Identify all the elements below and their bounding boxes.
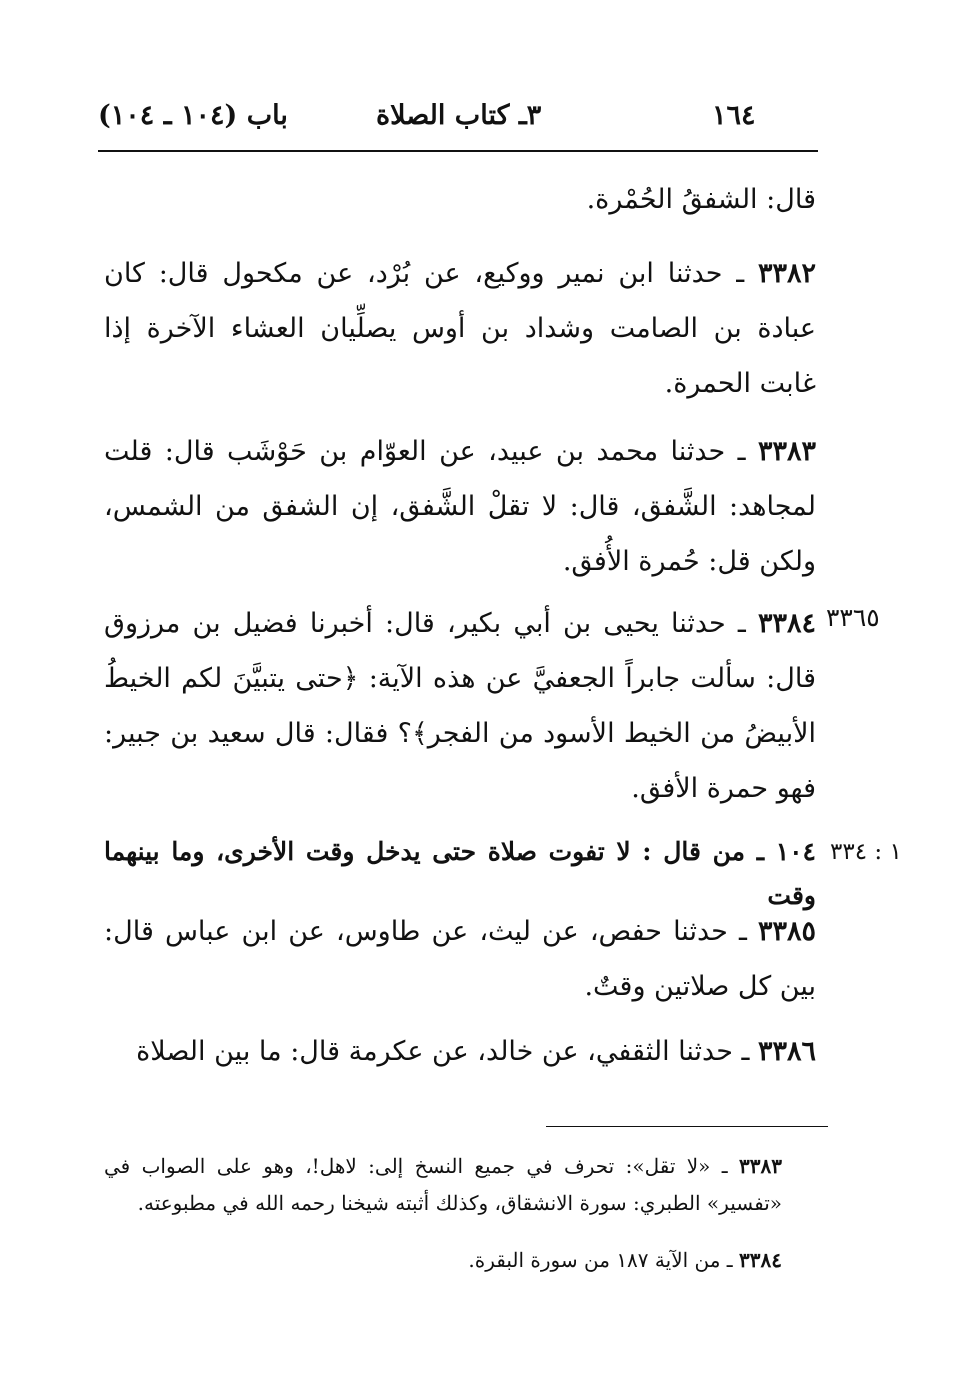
footnote-rule <box>546 1126 828 1127</box>
hadith-number: ٣٣٨٦ <box>757 1036 816 1067</box>
intro-paragraph: قال: الشفقُ الحُمْرة. <box>586 184 816 215</box>
hadith-text: ـ حدثنا يحيى بن أبي بكير، قال: أخبرنا فضيل بن مرزوق قال: سألت جابراً الجعفيَّ عن هذه الآية: ﴿حتى يتبيَّنَ لكم الخيطُ الأبيضُ من الخيط الأسود من الفجر﴾؟ فقال: قال سعيد بن جبير: فهو حمرة الأفق. <box>104 608 816 804</box>
hadith-text: ـ حدثنا الثقفي، عن خالد، عن عكرمة قال: ما بين الصلاة <box>136 1036 758 1067</box>
hadith-number: ٣٣٨٤ <box>757 608 816 639</box>
hadith-3382 <box>104 246 816 411</box>
hadith-3384 <box>104 596 816 816</box>
hadith-number: ٣٣٨٥ <box>757 916 816 947</box>
footnote-number: ٣٣٨٣ <box>739 1154 782 1178</box>
chapter-title: ـ من قال : لا تفوت صلاة حتى يدخل وقت الأخرى، وما بينهما وقت <box>104 837 816 910</box>
footnote-text: ـ من الآية ١٨٧ من سورة البقرة. <box>468 1248 740 1272</box>
page-number: ١٦٤ <box>712 100 756 131</box>
book-title: ٣ـ كتاب الصلاة <box>376 100 542 131</box>
chapter-range: باب (١٠٤ ـ ١٠٤) <box>98 100 288 131</box>
footnote-text: ـ «لا تقل»: تحرف في جميع النسخ إلى: لاهل!، وهو على الصواب في «تفسير» الطبري: سورة الانشقاق، وكذلك أثبته شيخنا رحمه الله في مطبوعته. <box>104 1154 782 1215</box>
footnote-3384 <box>104 1242 782 1279</box>
hadith-text: ـ حدثنا حفص، عن ليث، عن طاوس، عن ابن عباس قال: بين كل صلاتين وقتٌ. <box>104 916 816 1002</box>
hadith-number: ٣٣٨٣ <box>757 436 816 467</box>
footnote-3383 <box>104 1148 782 1222</box>
hadith-3385 <box>104 904 816 1014</box>
margin-reference: ٣٣٦٥ <box>826 603 880 632</box>
hadith-number: ٣٣٨٢ <box>757 258 816 289</box>
hadith-3383 <box>104 424 816 589</box>
hadith-3386 <box>104 1024 816 1079</box>
chapter-number: ١٠٤ <box>775 837 816 866</box>
hadith-text: ـ حدثنا محمد بن عبيد، عن العوّام بن حَوْشَب قال: قلت لمجاهد: الشَّفق، قال: لا تقلْ الشَّفق، إن الشفق من الشمس، ولكن قل: حُمرة الأُفق. <box>104 436 816 577</box>
footnote-number: ٣٣٨٤ <box>739 1248 782 1272</box>
header-rule <box>98 150 818 152</box>
hadith-text: ـ حدثنا ابن نمير ووكيع، عن بُرْد، عن مكحول قال: كان عبادة بن الصامت وشداد بن أوس يصلِّيان العشاء الآخرة إذا غابت الحمرة. <box>104 258 816 399</box>
margin-reference: ١ : ٣٣٤ <box>830 839 902 865</box>
